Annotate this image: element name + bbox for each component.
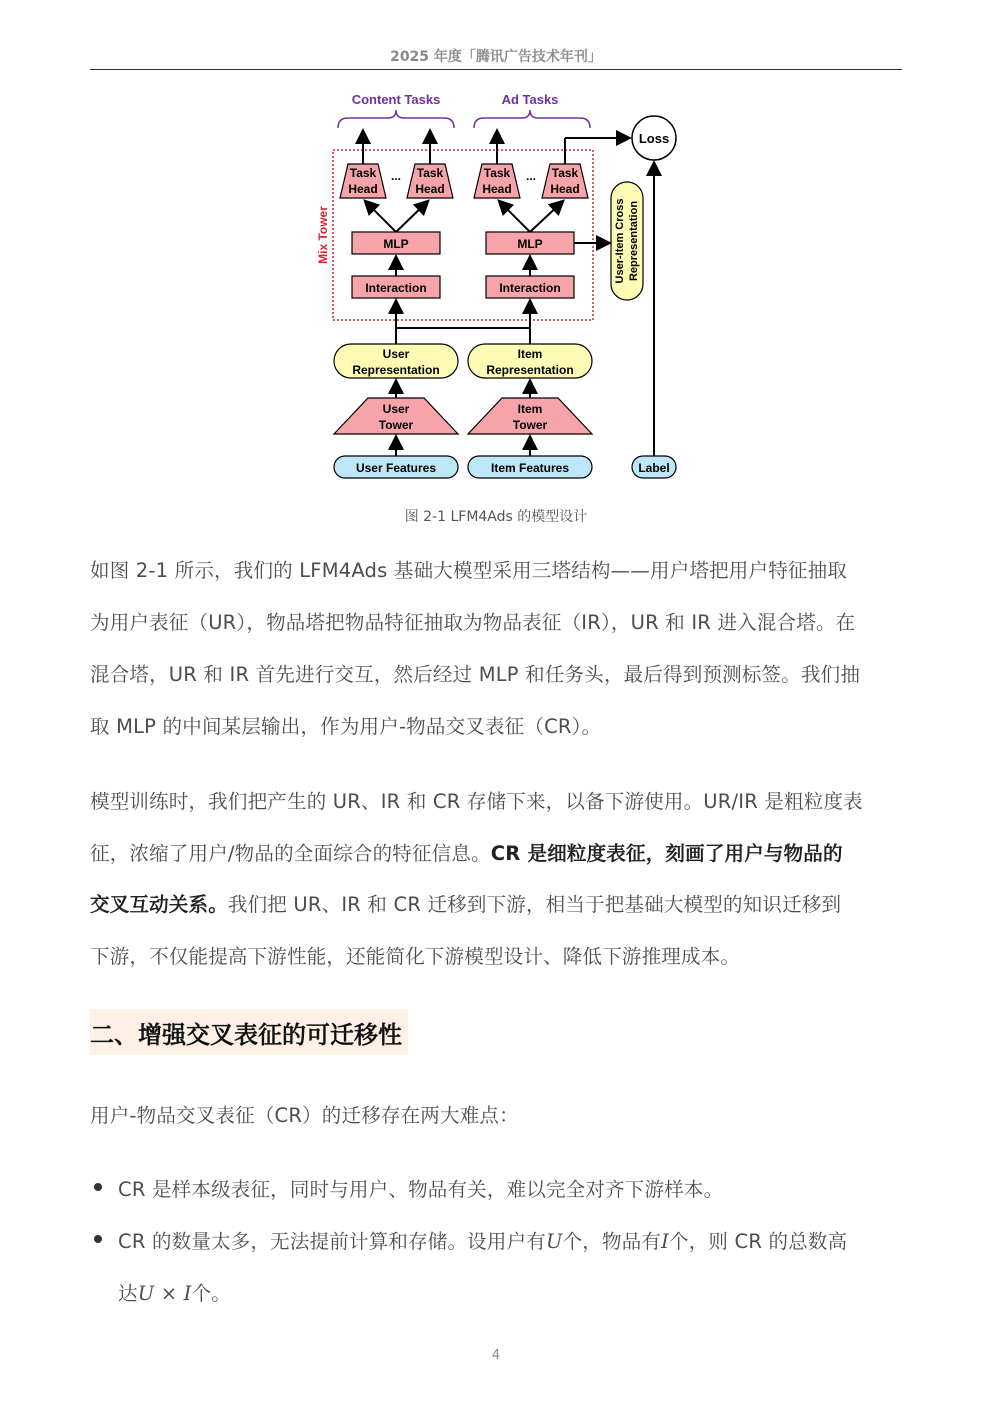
page-header: 2025 年度「腾讯广告技术年刊」: [390, 49, 602, 65]
section-heading: 二、增强交叉表征的可迁移性: [90, 1009, 408, 1055]
svg-text:Head: Head: [482, 182, 512, 196]
svg-text:Interaction: Interaction: [365, 281, 427, 295]
content-task-head-1: [340, 164, 386, 198]
ad-task-head-1: [474, 164, 520, 198]
bold-emphasis: 交叉互动关系。: [90, 893, 228, 916]
paragraph-line: 下游，不仅能提高下游性能，还能简化下游模型设计、降低下游推理成本。: [90, 945, 741, 968]
item-representation: [468, 344, 592, 378]
math-expression: U × I: [137, 1282, 192, 1305]
item-tower: [468, 398, 592, 434]
math-variable: I: [661, 1230, 670, 1253]
svg-text:Representation: Representation: [352, 363, 440, 377]
figure-caption: 图 2-1 LFM4Ads 的模型设计: [404, 509, 588, 525]
page-number: 4: [491, 1348, 501, 1363]
user-features: [334, 456, 458, 478]
ad-ellipsis: ...: [525, 169, 537, 183]
svg-text:Item: Item: [517, 402, 543, 416]
content-tasks-label: Content Tasks: [351, 92, 441, 107]
svg-text:Label: Label: [638, 461, 670, 475]
svg-text:Representation: Representation: [486, 363, 574, 377]
svg-text:Representation: Representation: [628, 200, 640, 282]
content-task-head-2: [407, 164, 453, 198]
paragraph-line: 征，浓缩了用户/物品的全面综合的特征信息。CR 是细粒度表征，刻画了用户与物品的: [90, 842, 843, 865]
paragraph-line: 用户-物品交叉表征（CR）的迁移存在两大难点：: [90, 1104, 519, 1127]
bullet-text: 达U × I个。: [118, 1282, 231, 1305]
ad-interaction: [486, 276, 574, 298]
svg-text:MLP: MLP: [383, 237, 409, 251]
bullet-text: CR 的数量太多，无法提前计算和存储。设用户有U个，物品有I个，则 CR 的总数高: [118, 1230, 848, 1253]
content-interaction: [352, 276, 440, 298]
paragraph-line: 取 MLP 的中间某层输出，作为用户-物品交叉表征（CR）。: [90, 715, 602, 738]
user-tower: [334, 398, 458, 434]
content-ellipsis: ...: [390, 169, 402, 183]
item-features: [468, 456, 592, 478]
mix-tower-label: Mix Tower: [316, 206, 330, 264]
header-rule: [90, 69, 902, 70]
label-node: [632, 456, 676, 478]
paragraph-line: 混合塔，UR 和 IR 首先进行交互，然后经过 MLP 和任务头，最后得到预测标签。我们抽: [90, 663, 861, 686]
loss-label: Loss: [638, 131, 670, 146]
svg-text:Task: Task: [551, 166, 579, 180]
svg-text:Item: Item: [517, 347, 543, 361]
paragraph-line: 交叉互动关系。我们把 UR、IR 和 CR 迁移到下游，相当于把基础大模型的知识迁移到: [90, 893, 842, 916]
ad-task-head-2: [542, 164, 588, 198]
content-tasks-brace: [338, 110, 454, 128]
bold-emphasis: CR 是细粒度表征，刻画了用户与物品的: [490, 842, 843, 865]
bullet-text: CR 是样本级表征，同时与用户、物品有关，难以完全对齐下游样本。: [118, 1178, 724, 1201]
paragraph-line: 为用户表征（UR），物品塔把物品特征抽取为物品表征（IR），UR 和 IR 进入混合塔。在: [90, 611, 856, 634]
svg-text:User: User: [382, 347, 410, 361]
ad-mlp: [486, 232, 574, 254]
svg-text:Interaction: Interaction: [499, 281, 561, 295]
ad-tasks-label: Ad Tasks: [501, 92, 559, 107]
content-mlp: [352, 232, 440, 254]
bullet-dot-icon: [94, 1235, 102, 1243]
svg-text:Item Features: Item Features: [490, 461, 570, 475]
svg-text:Task: Task: [483, 166, 511, 180]
paragraph-line: 模型训练时，我们把产生的 UR、IR 和 CR 存储下来，以备下游使用。UR/IR 是粗粒度表: [90, 790, 863, 813]
svg-text:Head: Head: [550, 182, 580, 196]
svg-text:Task: Task: [349, 166, 377, 180]
cross-representation: [611, 182, 643, 300]
svg-text:User: User: [382, 402, 410, 416]
bullet-dot-icon: [94, 1183, 102, 1191]
svg-text:Head: Head: [348, 182, 378, 196]
svg-text:Tower: Tower: [378, 418, 414, 432]
svg-text:MLP: MLP: [517, 237, 543, 251]
svg-text:User-Item Cross: User-Item Cross: [614, 198, 626, 284]
user-representation: [334, 344, 458, 378]
ad-tasks-brace: [474, 110, 590, 128]
svg-text:Tower: Tower: [512, 418, 548, 432]
svg-text:Head: Head: [415, 182, 445, 196]
svg-text:User Features: User Features: [355, 461, 437, 475]
svg-text:Task: Task: [416, 166, 444, 180]
model-diagram: [290, 86, 710, 486]
math-variable: U: [545, 1230, 563, 1253]
paragraph-line: 如图 2-1 所示，我们的 LFM4Ads 基础大模型采用三塔结构——用户塔把用户特征抽取: [90, 559, 847, 582]
